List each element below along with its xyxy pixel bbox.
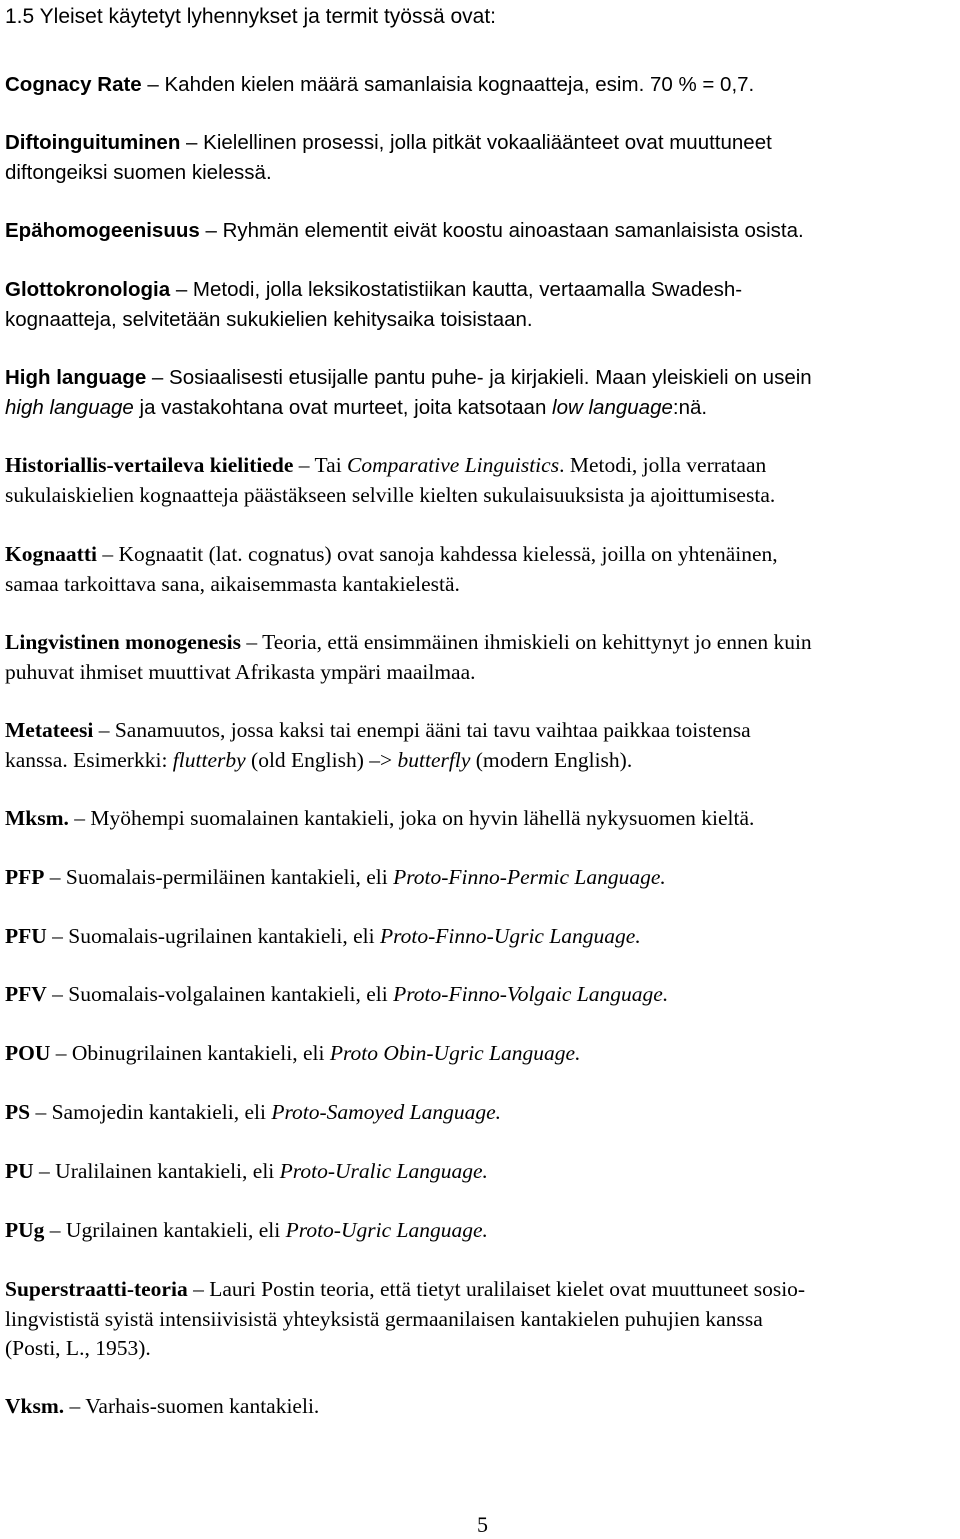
definition-metateesi-mid: (old English) –>	[245, 747, 398, 772]
glossary-entry-lingvistinen-monogenesis	[5, 628, 957, 687]
definition-mksm: – Myöhempi suomalainen kantakieli, joka on hyvin lähellä nykysuomen kieltä.	[68, 806, 755, 830]
definition-metateesi-pre: kanssa. Esimerkki:	[5, 747, 173, 772]
term-high-language: High language	[5, 366, 147, 389]
term-pfp: PFP	[5, 865, 45, 889]
definition-metateesi-italic-a: flutterby	[172, 747, 246, 772]
definition-ps-italic: Proto-Samoyed Language.	[271, 1100, 502, 1124]
definition-historiallis-post: . Metodi, jolla verrataan	[559, 453, 767, 477]
term-glottokronologia: Glottokronologia	[5, 278, 171, 301]
glossary-entry-ps	[5, 1098, 957, 1128]
definition-epahomogeenisuus: – Ryhmän elementit eivät koostu ainoastaan samanlaisista osista.	[199, 219, 804, 242]
glossary-entry-pug	[5, 1216, 957, 1246]
definition-metateesi-line1: – Sanamuutos, jossa kaksi tai enempi ääni tai tavu vaihtaa paikkaa toistensa	[93, 718, 751, 742]
glossary-entry-pu	[5, 1157, 957, 1187]
definition-superstraatti-line3: (Posti, L., 1953).	[5, 1336, 151, 1360]
glossary-entry-epahomogeenisuus	[5, 216, 957, 246]
glossary-entry-superstraatti-teoria	[5, 1275, 957, 1364]
definition-pfv: – Suomalais-volgalainen kantakieli, eli	[46, 982, 394, 1006]
definition-superstraatti-line1: – Lauri Postin teoria, että tietyt uralilaiset kielet ovat muuttuneet sosio-	[187, 1277, 806, 1301]
definition-high-language-italic-a: high language	[5, 395, 134, 419]
glossary-entry-pou	[5, 1039, 957, 1069]
definition-high-language-mid: ja vastakohtana ovat murteet, joita katsotaan	[133, 395, 553, 419]
definition-pfu: – Suomalais-ugrilainen kantakieli, eli	[46, 924, 380, 948]
glossary-entry-metateesi	[5, 716, 957, 775]
definition-high-language-end: :nä.	[672, 395, 708, 419]
definition-metateesi-end: (modern English).	[470, 747, 633, 772]
glossary-entry-mksm	[5, 804, 957, 834]
term-epahomogeenisuus: Epähomogeenisuus	[5, 219, 200, 242]
term-ps: PS	[5, 1100, 31, 1124]
definition-historiallis-line2: sukulaiskielien kognaatteja päästäkseen selville kielten sukulaisuuksista ja ajoittumisesta.	[5, 482, 776, 507]
glossary-entry-vksm	[5, 1392, 957, 1422]
definition-pug: – Ugrilainen kantakieli, eli	[44, 1218, 286, 1242]
definition-pou: – Obinugrilainen kantakieli, eli	[50, 1041, 330, 1065]
definition-diftoinguituminen-line1: – Kielellinen prosessi, jolla pitkät vokaaliäänteet ovat muuttuneet	[180, 131, 772, 154]
definition-lingvistinen-line2: puhuvat ihmiset muuttivat Afrikasta ympäri maailmaa.	[5, 659, 476, 684]
definition-pu-italic: Proto-Uralic Language.	[279, 1159, 488, 1183]
definition-metateesi-italic-b: butterfly	[397, 747, 471, 772]
term-pu: PU	[5, 1159, 34, 1183]
definition-pfp: – Suomalais-permiläinen kantakieli, eli	[44, 865, 394, 889]
term-lingvistinen-monogenesis: Lingvistinen monogenesis	[5, 630, 241, 654]
definition-high-language-line1: – Sosiaalisesti etusijalle pantu puhe- ja kirjakieli. Maan yleiskieli on usein	[146, 366, 812, 389]
glossary-entry-high-language	[5, 363, 957, 422]
glossary-entry-pfu	[5, 922, 957, 952]
term-diftoinguituminen: Diftoinguituminen	[5, 131, 181, 154]
definition-cognacy-rate: – Kahden kielen määrä samanlaisia kognaatteja, esim. 70 % = 0,7.	[141, 73, 755, 96]
definition-historiallis-italic: Comparative Linguistics	[347, 453, 560, 477]
definition-pug-italic: Proto-Ugric Language.	[285, 1218, 488, 1242]
glossary-entry-diftoinguituminen	[5, 128, 957, 187]
glossary-entry-pfv	[5, 980, 957, 1010]
definition-kognaatti-line2: samaa tarkoittava sana, aikaisemmasta kantakielestä.	[5, 571, 460, 596]
definition-vksm: – Varhais-suomen kantakieli.	[64, 1394, 320, 1418]
definition-diftoinguituminen-line2: diftongeiksi suomen kielessä.	[5, 160, 272, 184]
definition-ps: – Samojedin kantakieli, eli	[30, 1100, 272, 1124]
definition-historiallis-pre: – Tai	[293, 453, 348, 477]
definition-kognaatti-line1: – Kognaatit (lat. cognatus) ovat sanoja kahdessa kielessä, joilla on yhtenäinen,	[96, 542, 778, 566]
definition-glottokronologia-line1: – Metodi, jolla leksikostatistiikan kautta, vertaamalla Swadesh-	[170, 278, 743, 301]
term-kognaatti: Kognaatti	[5, 542, 97, 566]
term-historiallis-vertaileva: Historiallis-vertaileva kielitiede	[5, 453, 294, 477]
section-heading: 1.5 Yleiset käytetyt lyhennykset ja termit työssä ovat:	[5, 5, 497, 28]
definition-glottokronologia-line2: kognaatteja, selvitetään sukukielien kehitysaika toisistaan.	[5, 307, 533, 331]
definition-pfp-italic: Proto-Finno-Permic Language.	[393, 865, 666, 889]
glossary-entry-pfp	[5, 863, 957, 893]
term-pfv: PFV	[5, 982, 47, 1006]
glossary-entry-glottokronologia	[5, 275, 957, 334]
term-pug: PUg	[5, 1218, 45, 1242]
term-pou: POU	[5, 1041, 51, 1065]
definition-lingvistinen-line1: – Teoria, että ensimmäinen ihmiskieli on kehittynyt jo ennen kuin	[240, 630, 812, 654]
definition-pfv-italic: Proto-Finno-Volgaic Language.	[393, 982, 669, 1006]
definition-high-language-italic-b: low language	[552, 395, 673, 419]
definition-pfu-italic: Proto-Finno-Ugric Language.	[379, 924, 641, 948]
page-number: 5	[477, 1512, 488, 1537]
term-superstraatti-teoria: Superstraatti-teoria	[5, 1277, 188, 1301]
term-metateesi: Metateesi	[5, 718, 94, 742]
term-mksm: Mksm.	[5, 806, 69, 830]
definition-superstraatti-line2: lingvististä syistä intensiivisistä yhteyksistä germaanilaisen kantakielen puhujien kanssa	[5, 1306, 763, 1331]
glossary-entry-cognacy-rate	[5, 70, 957, 100]
glossary-entry-historiallis-vertaileva	[5, 451, 957, 510]
term-vksm: Vksm.	[5, 1394, 65, 1418]
term-cognacy-rate: Cognacy Rate	[5, 73, 142, 96]
term-pfu: PFU	[5, 924, 47, 948]
definition-pou-italic: Proto Obin-Ugric Language.	[329, 1041, 581, 1065]
glossary-entry-kognaatti	[5, 540, 957, 599]
definition-pu: – Uralilainen kantakieli, eli	[33, 1159, 280, 1183]
